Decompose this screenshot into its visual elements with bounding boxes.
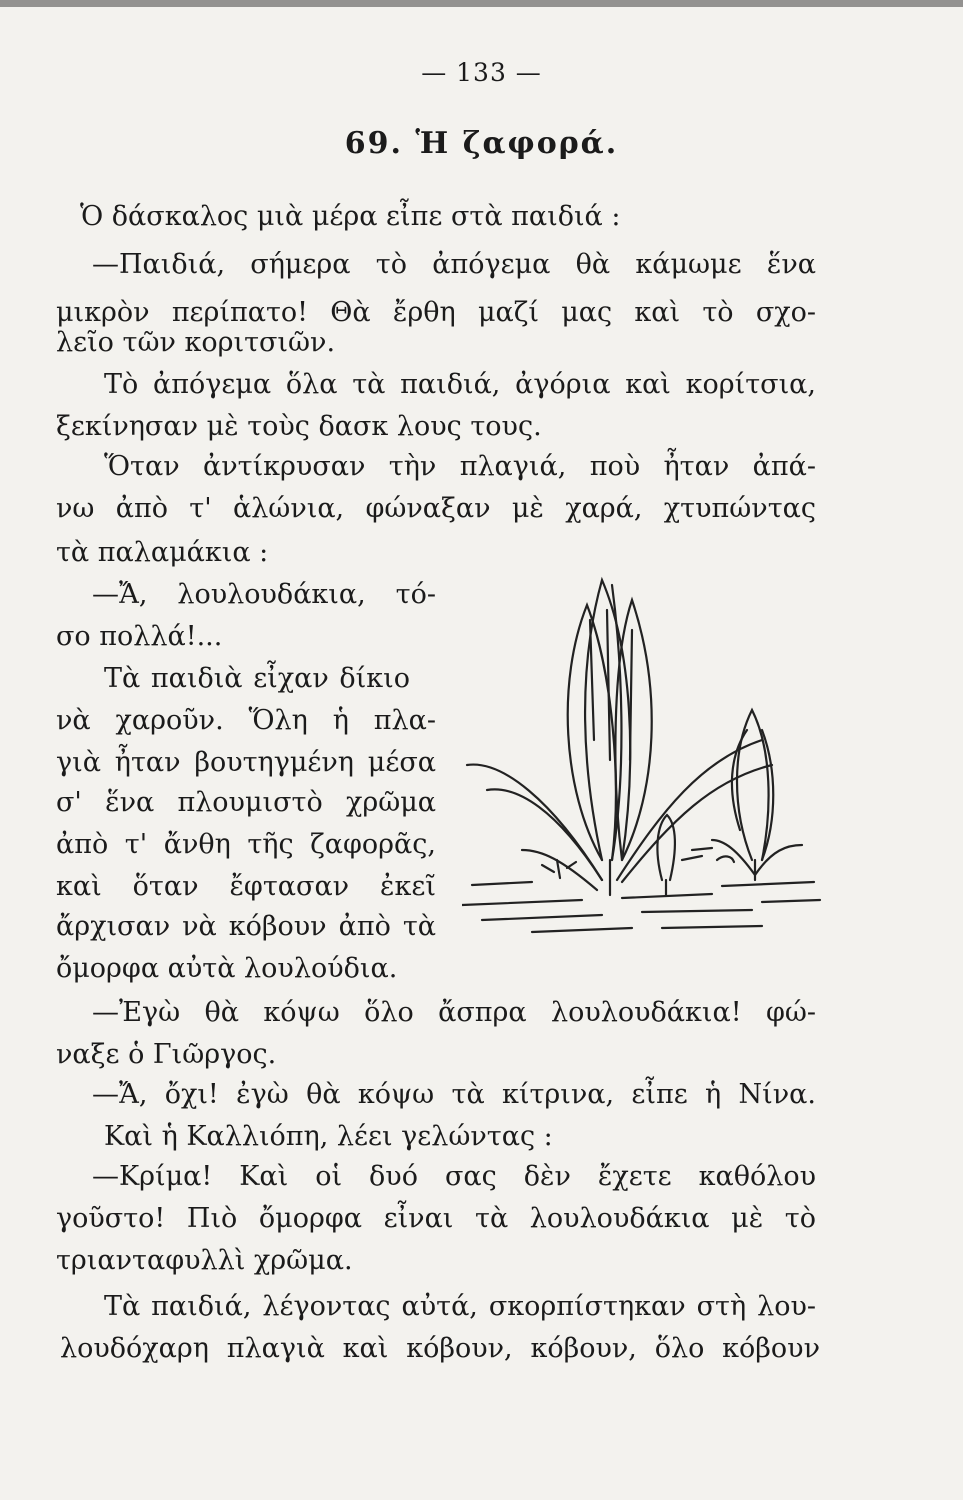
text-line: λεῖο τῶν κοριτσιῶν.: [56, 327, 336, 358]
text-line: ἀπὸ τ' ἄνθη τῆς ζαφορᾶς,: [56, 829, 436, 860]
scan-edge: [0, 0, 963, 7]
text-line: γοῦστο! Πιὸ ὄμορφα εἶναι τὰ λουλουδάκια μὲ τὸ: [56, 1203, 816, 1234]
text-line: ναξε ὁ Γιῶργος.: [56, 1039, 277, 1070]
text-line: νὰ χαροῦν. Ὅλη ἡ πλα-: [56, 705, 436, 736]
crocus-illustration: [462, 560, 824, 940]
text-line: τὰ παλαμάκια :: [56, 537, 269, 568]
text-line: τριανταφυλλὶ χρῶμα.: [56, 1245, 353, 1276]
text-line: —Παιδιά, σήμερα τὸ ἀπόγεμα θὰ κάμωμε ἕνα: [92, 249, 816, 280]
text-line: καὶ ὅταν ἔφτασαν ἐκεῖ: [56, 871, 436, 902]
page-number: — 133 —: [421, 58, 542, 87]
text-line: —Ἄ, λουλουδάκια, τό-: [92, 579, 436, 610]
text-line: Τὰ παιδιά, λέγοντας αὐτά, σκορπίστηκαν στὴ λου-: [104, 1291, 816, 1322]
text-line: σο πολλά!...: [56, 621, 223, 652]
text-line: σ' ἕνα πλουμιστὸ χρῶμα: [56, 787, 436, 818]
chapter-title: 69. Ἡ ζαφορά.: [344, 126, 619, 161]
text-line: μικρὸν περίπατο! Θὰ ἔρθη μαζί μας καὶ τὸ σχο-: [56, 297, 816, 328]
text-line: ξεκίνησαν μὲ τοὺς δασκ λους τους.: [56, 411, 542, 442]
text-line: —Κρίμα! Καὶ οἱ δυό σας δὲν ἔχετε καθόλου: [92, 1161, 816, 1192]
text-line: νω ἀπὸ τ' ἁλώνια, φώναξαν μὲ χαρά, χτυπώντας: [56, 493, 816, 524]
text-line: λουδόχαρη πλαγιὰ καὶ κόβουν, κόβουν, ὅλο κόβουν: [60, 1333, 820, 1364]
text-line: —Ἐγὼ θὰ κόψω ὅλο ἄσπρα λουλουδάκια! φώ-: [92, 997, 816, 1028]
text-line: Καὶ ἡ Καλλιόπη, λέει γελώντας :: [104, 1121, 553, 1152]
text-line: Τὸ ἀπόγεμα ὅλα τὰ παιδιά, ἀγόρια καὶ κορίτσια,: [104, 369, 816, 400]
text-line: ὄμορφα αὐτὰ λουλούδια.: [56, 953, 398, 984]
text-line: γιὰ ἦταν βουτηγμένη μέσα: [56, 747, 436, 778]
text-line: Τὰ παιδιὰ εἶχαν δίκιο: [104, 663, 410, 694]
text-line: ἄρχισαν νὰ κόβουν ἀπὸ τὰ: [56, 911, 436, 942]
text-line: Ὅταν ἀντίκρυσαν τὴν πλαγιά, ποὺ ἦταν ἀπά-: [104, 451, 816, 482]
text-line: Ὁ δάσκαλος μιὰ μέρα εἶπε στὰ παιδιά :: [80, 201, 621, 232]
text-line: —Ἄ, ὄχι! ἐγὼ θὰ κόψω τὰ κίτρινα, εἶπε ἡ Νίνα.: [92, 1079, 816, 1110]
